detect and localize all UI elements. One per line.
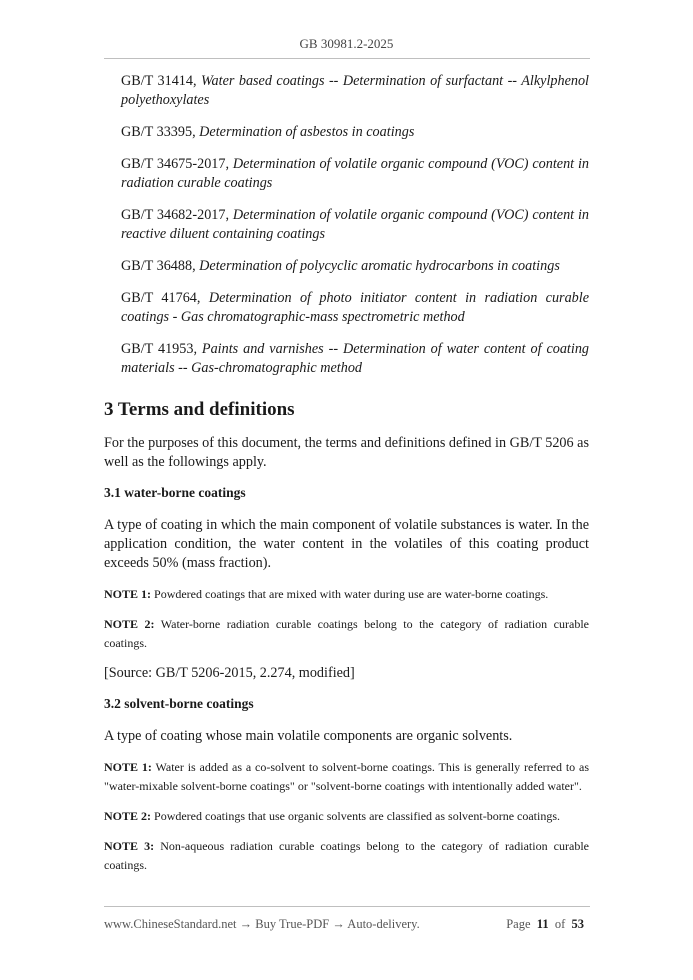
reference-code: GB/T 41764, [121, 290, 201, 306]
note-text: Water is added as a co-solvent to solvent-borne coatings. This is generally referred to as "water-mixable solvent-borne coatings" or "solvent-borne coatings with intentionally added water". [104, 760, 589, 793]
note-label: NOTE 2: [104, 617, 155, 631]
section-terms-definitions [104, 398, 589, 886]
note-text: Powdered coatings that use organic solvents are classified as solvent-borne coatings. [154, 809, 561, 823]
current-page: 11 [536, 917, 549, 931]
reference-item [121, 155, 589, 193]
note-text: Powdered coatings that are mixed with water during use are water-borne coatings. [154, 587, 549, 601]
term-title-solvent-borne: 3.2 solvent-borne coatings [104, 696, 254, 711]
note-label: NOTE 2: [104, 809, 152, 823]
note-label: NOTE 1: [104, 760, 152, 774]
reference-code: GB/T 33395, [121, 124, 196, 140]
reference-list [121, 72, 589, 391]
term-title-water-borne: 3.1 water-borne coatings [104, 485, 246, 500]
note-text: Non-aqueous radiation curable coatings belong to the category of radiation curable coatings. [104, 839, 589, 872]
page-label: Page [506, 917, 531, 931]
of-label: of [554, 917, 566, 931]
term-definition-solvent-borne: A type of coating whose main volatile components are organic solvents. [104, 728, 513, 744]
reference-code: GB/T 31414, [121, 73, 197, 89]
header-divider [104, 58, 590, 59]
reference-item [121, 123, 589, 142]
note [104, 837, 589, 875]
reference-code: GB/T 41953, [121, 341, 197, 357]
note [104, 615, 589, 653]
note-text: Water-borne radiation curable coatings belong to the category of radiation curable coatings. [104, 617, 589, 650]
reference-code: GB/T 34675-2017, [121, 156, 230, 172]
note-label: NOTE 3: [104, 839, 155, 853]
reference-code: GB/T 34682-2017, [121, 207, 230, 223]
note-label: NOTE 1: [104, 587, 152, 601]
reference-item [121, 257, 589, 276]
page-number [506, 917, 584, 932]
section-intro: For the purposes of this document, the terms and definitions defined in GB/T 5206 as well as the followings apply. [104, 435, 589, 470]
reference-title: Determination of volatile organic compound (VOC) content in radiation curable coatings [121, 156, 589, 191]
reference-title: Determination of volatile organic compound (VOC) content in reactive diluent containing coatings [121, 207, 589, 242]
reference-item [121, 289, 589, 327]
note [104, 807, 589, 826]
footer-link[interactable]: www.ChineseStandard.net → Buy True-PDF → Auto-delivery. [104, 917, 420, 931]
reference-item [121, 72, 589, 110]
reference-title: Determination of photo initiator content in radiation curable coatings - Gas chromatographic-mass spectrometric method [121, 290, 590, 325]
reference-code: GB/T 36488, [121, 258, 196, 274]
total-pages: 53 [571, 917, 584, 931]
reference-title: Determination of asbestos in coatings [199, 124, 415, 140]
note [104, 758, 589, 796]
note [104, 585, 589, 604]
term-definition-water-borne: A type of coating in which the main component of volatile substances is water. In the application condition, the water content in the volatiles of this coating product exceeds 50% (mass fraction). [104, 517, 589, 571]
term-source: [Source: GB/T 5206-2015, 2.274, modified] [104, 665, 355, 681]
reference-item [121, 340, 589, 378]
reference-title: Determination of polycyclic aromatic hydrocarbons in coatings [199, 258, 560, 274]
reference-title: Water based coatings -- Determination of surfactant -- Alkylphenol polyethoxylates [121, 73, 589, 108]
reference-title: Paints and varnishes -- Determination of water content of coating materials -- Gas-chromatographic method [121, 341, 590, 376]
footer-divider [104, 906, 590, 907]
section-title: 3 Terms and definitions [104, 399, 295, 420]
reference-item [121, 206, 589, 244]
page-header: GB 30981.2-2025 [299, 36, 394, 51]
